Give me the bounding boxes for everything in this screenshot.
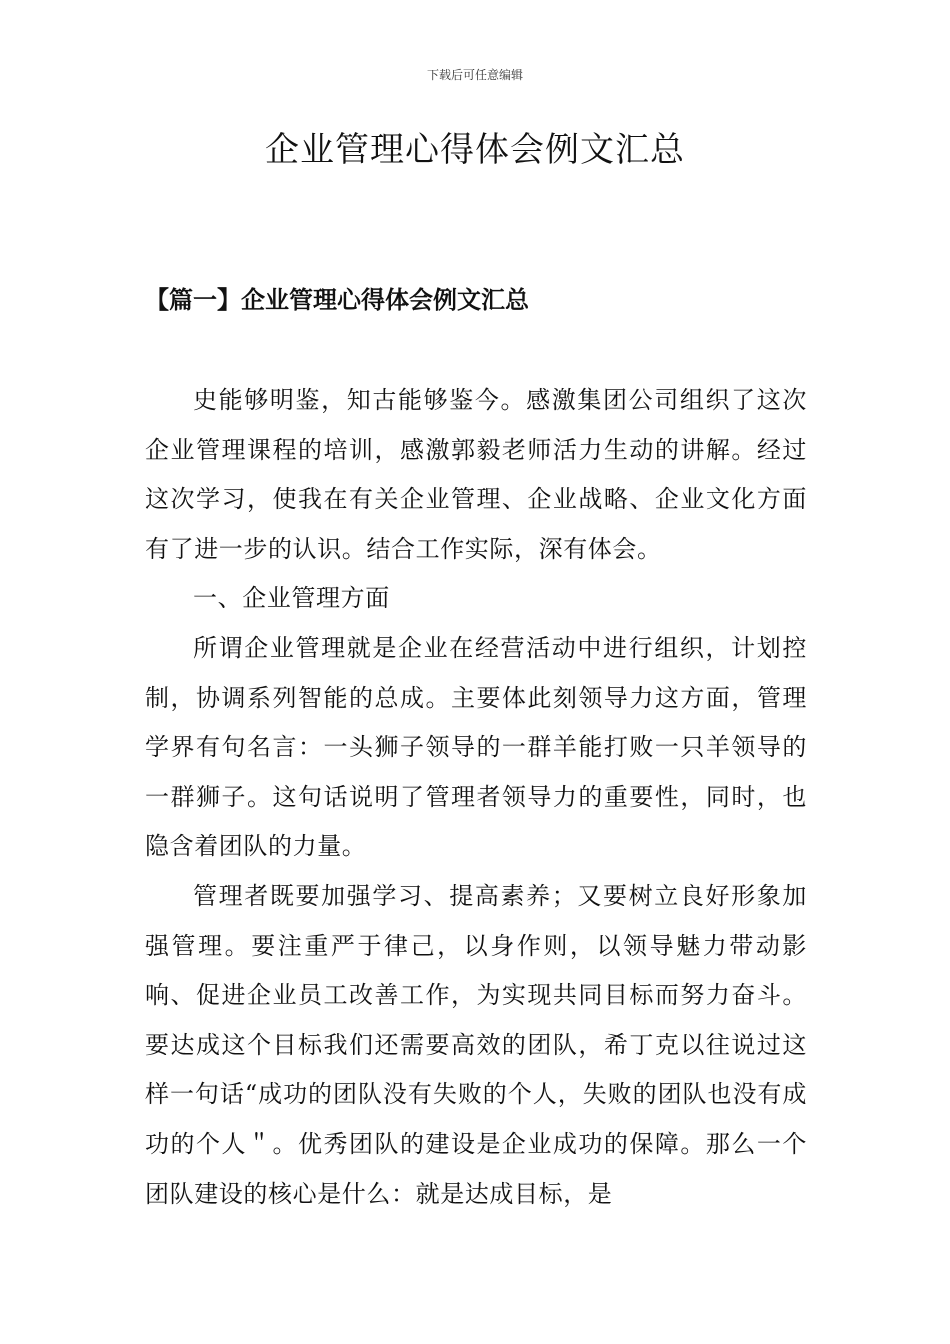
paragraph-team: 管理者既要加强学习、提高素养；又要树立良好形象加强管理。要注重严于律己，以身作则，以领导魅力带动影响、促进企业员工改善工作，为实现共同目标而努力奋斗。要达成这个目标我们还需要高效的团队，希丁克以往说过这样一句话“成功的团队没有失败的个人，失败的团队也没有成功的个人＂。优秀团队的建设是企业成功的保障。那么一个团队建设的核心是什么：就是达成目标，是 [145,881,807,1208]
paragraph-subheading: 一、企业管理方面 [193,584,390,613]
paragraph-intro: 史能够明鉴，知古能够鉴今。感激集团公司组织了这次企业管理课程的培训，感激郭毅老师活力生动的讲解。经过这次学习，使我在有关企业管理、企业战略、企业文化方面有了进一步的认识。结合工作实际，深有体会。 [145,386,807,563]
body-text [145,376,807,1219]
section-heading: 【篇一】企业管理心得体会例文汇总 [145,285,529,314]
paragraph-management: 所谓企业管理就是企业在经营活动中进行组织，计划控制，协调系列智能的总成。主要体此刻领导力这方面，管理学界有句名言：一头狮子领导的一群羊能打败一只羊领导的一群狮子。这句话说明了管理者领导力的重要性，同时，也隐含着团队的力量。 [145,633,807,861]
document-title: 企业管理心得体会例文汇总 [265,130,685,170]
header-note: 下载后可任意编辑 [426,68,523,82]
